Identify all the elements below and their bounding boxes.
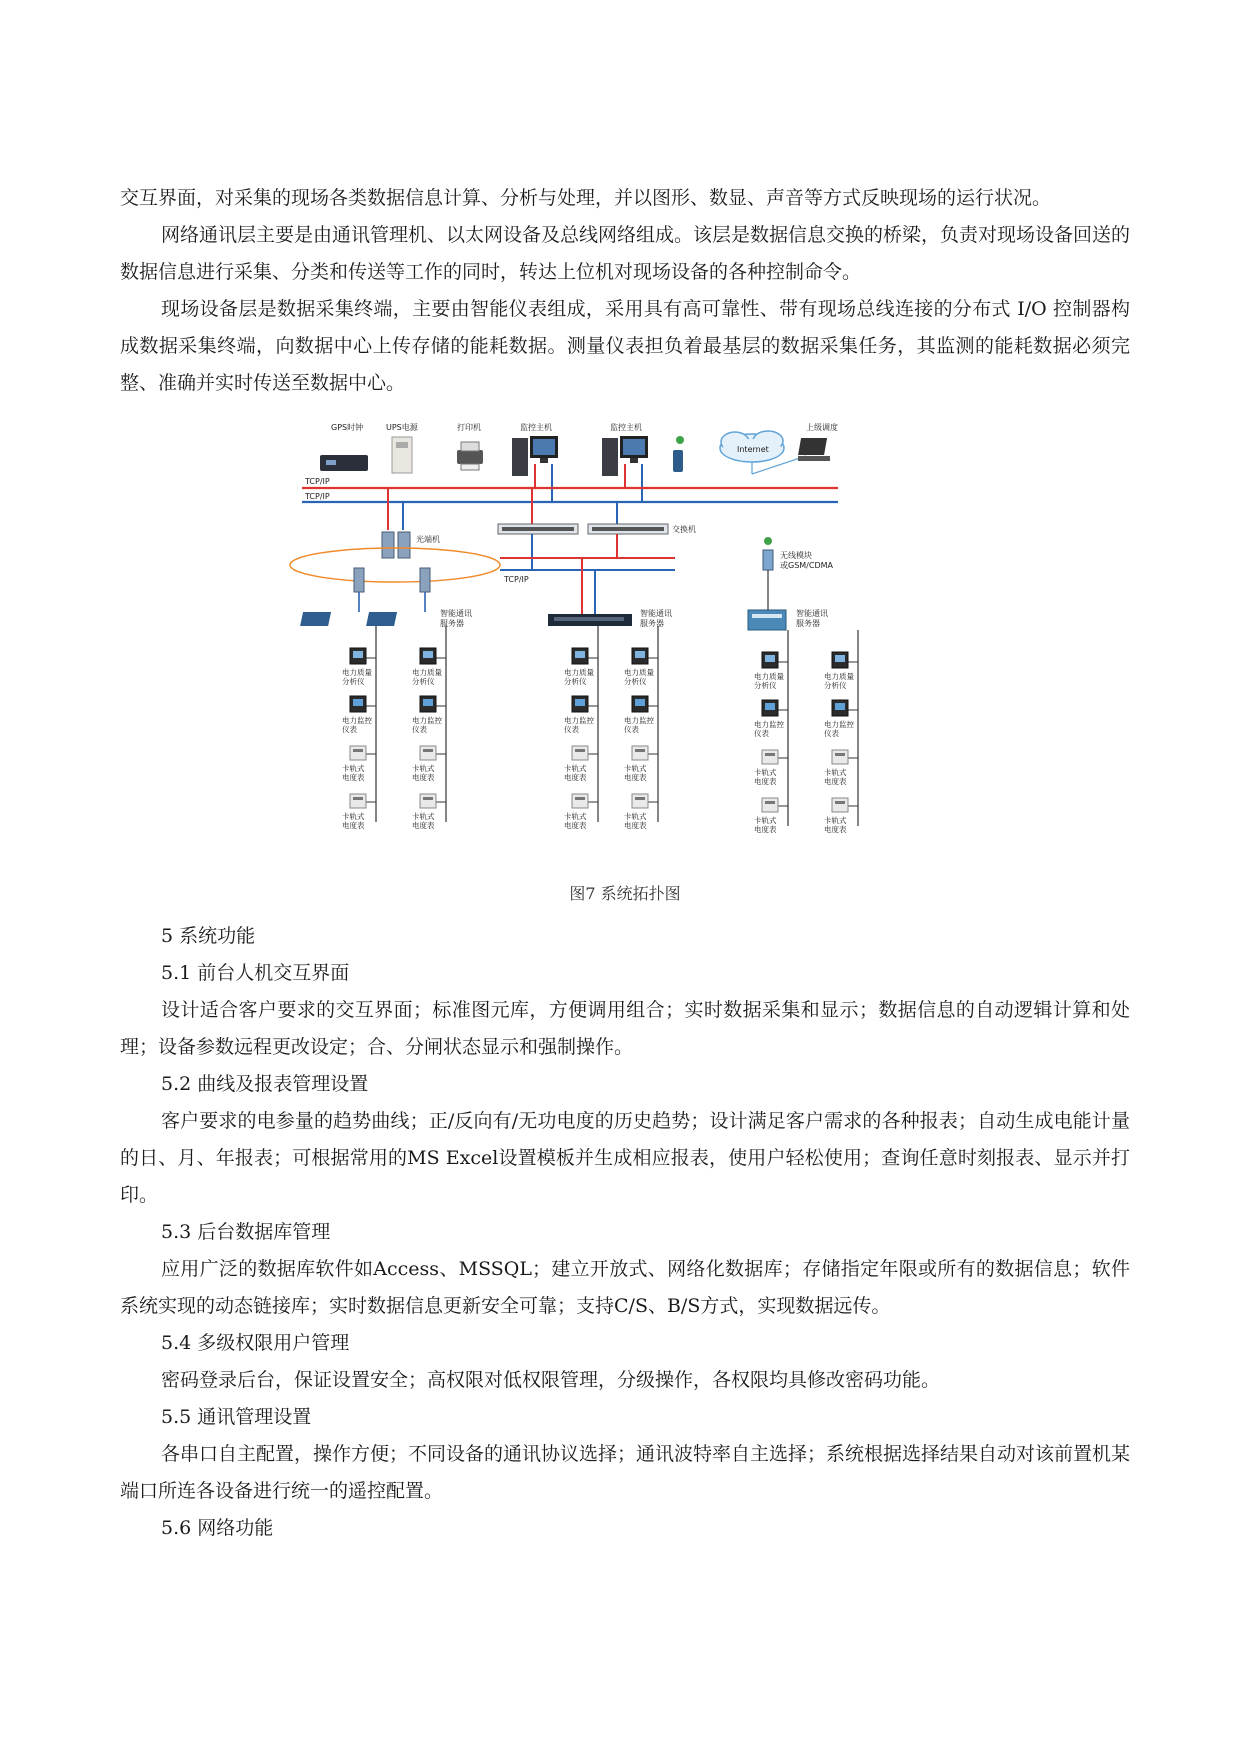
meter-label: 电力监控 xyxy=(824,720,854,729)
section-5-4-body: 密码登录后台，保证设置安全；高权限对低权限管理，分级操作，各权限均具修改密码功能。 xyxy=(161,1369,941,1391)
switch-label: 交换机 xyxy=(672,525,696,534)
switch-2-icon xyxy=(588,524,668,534)
meter-label: 电力监控 xyxy=(342,716,372,725)
paragraph-network-layer: 网络通讯层主要是由通讯管理机、以太网设备及总线网络组成。该层是数据信息交换的桥梁，负责对现场设备回送的数据信息进行采集、分类和传送等工作的同时，转达上位机对现场设备的各种控制命令。 xyxy=(120,224,1131,283)
meter-label: 仪表 xyxy=(624,725,639,734)
meter-columns xyxy=(342,626,858,834)
din-rail-meter-icon xyxy=(632,794,648,808)
paragraph-field-layer: 现场设备层是数据采集终端，主要由智能仪表组成，采用具有高可靠性、带有现场总线连接的分布式 I/O 控制器构成数据采集终端，向数据中心上传存储的能耗数据。测量仪表担负着最基层的数据采集任务，其监测的能耗数据必须完整、准确并实时传送至数据中心。 xyxy=(120,298,1130,394)
meter-screen-icon xyxy=(575,699,585,706)
din-rail-meter-icon xyxy=(350,794,366,808)
din-rail-meter-display-icon xyxy=(765,753,775,756)
section-5-6-heading: 5.6 网络功能 xyxy=(161,1517,274,1539)
section-5-5-heading: 5.5 通讯管理设置 xyxy=(161,1406,312,1428)
figure-caption: 图7 系统拓扑图 xyxy=(569,884,681,903)
server-label-left-1: 智能通讯 xyxy=(440,609,472,618)
meter-label: 电度表 xyxy=(412,773,435,782)
wireless-label-1: 无线模块 xyxy=(780,551,812,560)
meter-label: 分析仪 xyxy=(412,677,435,686)
meter-label: 电度表 xyxy=(564,821,587,830)
section-5-5-body: 各串口自主配置，操作方便；不同设备的通讯协议选择；通讯波特率自主选择；系统根据选择结果自动对该前置机某端口所连各设备进行统一的遥控配置。 xyxy=(120,1443,1131,1502)
topology-figure xyxy=(120,410,1130,880)
din-rail-meter-icon xyxy=(762,750,778,764)
monitor-host-1-label: 监控主机 xyxy=(520,423,552,432)
din-rail-meter-display-icon xyxy=(635,797,645,800)
meter-label: 卡轨式 xyxy=(412,764,435,773)
comm-server-right-icon xyxy=(748,610,786,630)
server-label-mid-1: 智能通讯 xyxy=(640,609,672,618)
ups-power-icon xyxy=(392,437,412,473)
wireless-device-icon xyxy=(673,436,684,472)
server-label-right-1: 智能通讯 xyxy=(796,609,828,618)
internet-label: Internet xyxy=(737,445,769,454)
meter-label: 电度表 xyxy=(564,773,587,782)
meter-screen-icon xyxy=(423,699,433,706)
optical-node-left-icon xyxy=(354,568,364,592)
meter-screen-icon xyxy=(765,655,775,662)
din-rail-meter-display-icon xyxy=(635,749,645,752)
meter-label: 电度表 xyxy=(754,825,777,834)
topology-diagram xyxy=(120,410,1130,880)
document-content xyxy=(120,180,1130,1547)
meter-label: 电力监控 xyxy=(412,716,442,725)
printer-label: 打印机 xyxy=(457,423,481,432)
meter-label: 电度表 xyxy=(824,825,847,834)
section-5-4-heading: 5.4 多级权限用户管理 xyxy=(161,1332,350,1354)
meter-label: 卡轨式 xyxy=(824,816,847,825)
meter-label: 仪表 xyxy=(824,729,839,738)
meter-label: 卡轨式 xyxy=(412,812,435,821)
section-5-3-body: 应用广泛的数据库软件如Access、MSSQL；建立开放式、网络化数据库；存储指定年限或所有的数据信息；软件系统实现的动态链接库；实时数据信息更新安全可靠；支持C/S、B/S方式，实现数据远传。 xyxy=(120,1258,1130,1317)
meter-label: 分析仪 xyxy=(564,677,587,686)
din-rail-meter-display-icon xyxy=(835,801,845,804)
meter-label: 分析仪 xyxy=(754,681,777,690)
din-rail-meter-icon xyxy=(632,746,648,760)
din-rail-meter-icon xyxy=(572,794,588,808)
din-rail-meter-display-icon xyxy=(575,749,585,752)
section-5-2-heading: 5.2 曲线及报表管理设置 xyxy=(161,1073,369,1095)
meter-screen-icon xyxy=(353,699,363,706)
optical-node-right-icon xyxy=(420,568,430,592)
optical-terminal-icon xyxy=(382,532,410,558)
meter-label: 卡轨式 xyxy=(824,768,847,777)
meter-label: 分析仪 xyxy=(342,677,365,686)
wireless-antenna-icon xyxy=(764,537,772,545)
upper-dispatch-label: 上级调度 xyxy=(806,423,838,432)
meter-label: 电力监控 xyxy=(754,720,784,729)
meter-screen-icon xyxy=(423,651,433,658)
comm-server-left-icon xyxy=(300,612,397,626)
din-rail-meter-icon xyxy=(350,746,366,760)
meter-label: 卡轨式 xyxy=(624,812,647,821)
meter-label: 电度表 xyxy=(624,773,647,782)
server-label-mid-2: 服务器 xyxy=(640,619,664,628)
meter-label: 电力质量 xyxy=(564,668,594,677)
din-rail-meter-icon xyxy=(420,794,436,808)
section-5-3-heading: 5.3 后台数据库管理 xyxy=(161,1221,331,1243)
tcpip-label-1: TCP/IP xyxy=(305,477,330,486)
meter-label: 分析仪 xyxy=(624,677,647,686)
din-rail-meter-icon xyxy=(572,746,588,760)
din-rail-meter-display-icon xyxy=(423,797,433,800)
meter-screen-icon xyxy=(635,699,645,706)
comm-server-middle-icon xyxy=(548,614,632,626)
meter-screen-icon xyxy=(635,651,645,658)
paragraph-interface: 交互界面，对采集的现场各类数据信息计算、分析与处理，并以图形、数显、声音等方式反映现场的运行状况。 xyxy=(120,187,1052,209)
gps-clock-icon xyxy=(320,455,368,471)
optical-label: 光端机 xyxy=(416,535,440,544)
meter-label: 卡轨式 xyxy=(342,764,365,773)
printer-icon xyxy=(457,442,483,470)
meter-label: 仪表 xyxy=(754,729,769,738)
meter-screen-icon xyxy=(835,655,845,662)
din-rail-meter-display-icon xyxy=(835,753,845,756)
wireless-module-icon xyxy=(763,550,773,570)
din-rail-meter-icon xyxy=(762,798,778,812)
meter-label: 电力质量 xyxy=(824,672,854,681)
meter-label: 电力质量 xyxy=(412,668,442,677)
meter-label: 仪表 xyxy=(412,725,427,734)
meter-label: 卡轨式 xyxy=(342,812,365,821)
din-rail-meter-display-icon xyxy=(353,797,363,800)
meter-label: 仪表 xyxy=(342,725,357,734)
meter-label: 仪表 xyxy=(564,725,579,734)
din-rail-meter-display-icon xyxy=(423,749,433,752)
section-5-1-heading: 5.1 前台人机交互界面 xyxy=(161,962,350,984)
server-label-right-2: 服务器 xyxy=(796,619,820,628)
wireless-label-2: 或GSM/CDMA xyxy=(780,561,833,570)
din-rail-meter-display-icon xyxy=(353,749,363,752)
meter-screen-icon xyxy=(765,703,775,710)
ups-label: UPS电源 xyxy=(386,423,418,432)
meter-screen-icon xyxy=(575,651,585,658)
meter-label: 电力质量 xyxy=(624,668,654,677)
optical-ring xyxy=(290,548,500,582)
meter-label: 卡轨式 xyxy=(564,764,587,773)
meter-label: 电力监控 xyxy=(624,716,654,725)
din-rail-meter-icon xyxy=(832,798,848,812)
meter-label: 分析仪 xyxy=(824,681,847,690)
meter-label: 电度表 xyxy=(412,821,435,830)
monitor-host-2-label: 监控主机 xyxy=(610,423,642,432)
meter-label: 电度表 xyxy=(824,777,847,786)
section-5-heading: 5 系统功能 xyxy=(161,925,256,947)
section-5-1-body: 设计适合客户要求的交互界面；标准图元库，方便调用组合；实时数据采集和显示；数据信息的自动逻辑计算和处理；设备参数远程更改设定；合、分闸状态显示和强制操作。 xyxy=(120,999,1130,1058)
server-label-left-2: 服务器 xyxy=(440,619,464,628)
meter-label: 卡轨式 xyxy=(754,816,777,825)
meter-label: 电度表 xyxy=(342,821,365,830)
meter-label: 卡轨式 xyxy=(754,768,777,777)
meter-label: 电力质量 xyxy=(342,668,372,677)
meter-screen-icon xyxy=(835,703,845,710)
din-rail-meter-display-icon xyxy=(575,797,585,800)
gps-label: GPS时钟 xyxy=(331,423,364,432)
meter-label: 电度表 xyxy=(624,821,647,830)
tcpip-label-2: TCP/IP xyxy=(305,492,330,501)
din-rail-meter-icon xyxy=(420,746,436,760)
din-rail-meter-display-icon xyxy=(765,801,775,804)
meter-label: 电度表 xyxy=(754,777,777,786)
meter-screen-icon xyxy=(353,651,363,658)
meter-label: 卡轨式 xyxy=(564,812,587,821)
section-5-2-body: 客户要求的电参量的趋势曲线；正/反向有/无功电度的历史趋势；设计满足客户需求的各种报表；自动生成电能计量的日、月、年报表；可根据常用的MS Excel设置模板并生成相应报表，使用户轻松使用；查询任意时刻报表、显示并打印。 xyxy=(120,1110,1130,1206)
meter-label: 电度表 xyxy=(342,773,365,782)
din-rail-meter-icon xyxy=(832,750,848,764)
tcpip-label-3: TCP/IP xyxy=(504,575,529,584)
switch-1-icon xyxy=(498,524,578,534)
meter-label: 卡轨式 xyxy=(624,764,647,773)
meter-label: 电力监控 xyxy=(564,716,594,725)
meter-label: 电力质量 xyxy=(754,672,784,681)
laptop-icon xyxy=(798,438,830,461)
